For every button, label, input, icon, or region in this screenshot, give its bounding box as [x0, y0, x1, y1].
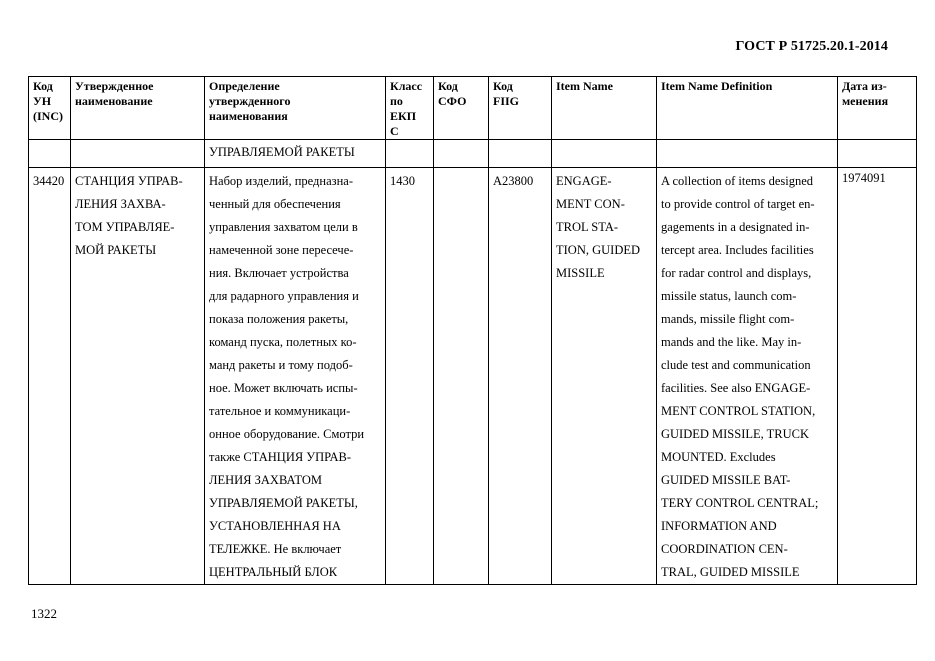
text-line: MENT CONTROL STATION,: [661, 404, 816, 418]
text-line: MISSILE: [556, 266, 605, 280]
item-name-definition-cell: [657, 168, 838, 585]
text-line: ЛЕНИЯ ЗАХВАТОМ: [209, 473, 323, 487]
cont-cell-empty: [434, 140, 489, 168]
text-line: также СТАНЦИЯ УПРАВ-: [209, 450, 352, 464]
text-line: missile status, launch com-: [661, 289, 797, 303]
page-number: 1322: [31, 606, 57, 621]
cont-cell-empty: [29, 140, 71, 168]
text-line: тательное и коммуникаци-: [209, 404, 351, 418]
text-line: ЛЕНИЯ ЗАХВА-: [75, 197, 166, 211]
text-line: for radar control and displays,: [661, 266, 812, 280]
column-header-ekps-class: Класс по ЕКП С: [386, 77, 434, 140]
text-line: Набор изделий, предназна-: [209, 174, 353, 188]
text-line: показа положения ракеты,: [209, 312, 349, 326]
text-line: СТАНЦИЯ УПРАВ-: [75, 174, 183, 188]
text-line: mands, missile flight com-: [661, 312, 795, 326]
text-line: facilities. See also ENGAGE-: [661, 381, 811, 395]
column-header-definition: Определение утвержденного наименования: [205, 77, 386, 140]
text-line: ное. Может включать испы-: [209, 381, 358, 395]
catalog-table: [28, 76, 917, 585]
standard-designation: ГОСТ Р 51725.20.1-2014: [735, 39, 888, 54]
text-line: ТОМ УПРАВЛЯЕ-: [75, 220, 175, 234]
continuation-row: [29, 140, 917, 168]
text-line: управления захватом цели в: [209, 220, 358, 234]
text-line: to provide control of target en-: [661, 197, 815, 211]
change-date-cell: 1974091: [838, 168, 917, 585]
text-line: ния. Включает устройства: [209, 266, 349, 280]
column-header-item-name-definition: Item Name Definition: [657, 77, 838, 140]
text-line: ТЕЛЕЖКЕ. Не включает: [209, 542, 342, 556]
column-header-inc: Код УН (INC): [29, 77, 71, 140]
text-line: TROL STA-: [556, 220, 619, 234]
text-line: МОЙ РАКЕТЫ: [75, 243, 157, 257]
text-line: TERY CONTROL CENTRAL;: [661, 496, 819, 510]
text-line: GUIDED MISSILE BAT-: [661, 473, 791, 487]
approved-name-cell: [71, 168, 205, 585]
text-line: намеченной зоне пересече-: [209, 243, 354, 257]
text-line: mands and the like. May in-: [661, 335, 802, 349]
column-header-change-date: Дата из- менения: [838, 77, 917, 140]
cont-cell-empty: [657, 140, 838, 168]
text-line: TION, GUIDED: [556, 243, 641, 257]
text-line: GUIDED MISSILE, TRUCK: [661, 427, 810, 441]
text-line: ENGAGE-: [556, 174, 612, 188]
item-name-cell: [552, 168, 657, 585]
text-line: ченный для обеспечения: [209, 197, 341, 211]
text-line: INFORMATION AND: [661, 519, 777, 533]
text-line: A collection of items designed: [661, 174, 814, 188]
table-header-row: [29, 77, 917, 140]
text-line: MOUNTED. Excludes: [661, 450, 776, 464]
cont-cell-empty: [838, 140, 917, 168]
cont-cell-empty: [489, 140, 552, 168]
text-line: для радарного управления и: [209, 289, 359, 303]
column-header-item-name: Item Name: [552, 77, 657, 140]
ekps-class-cell: 1430: [386, 168, 434, 585]
column-header-fiig-code: Код FIIG: [489, 77, 552, 140]
text-line: COORDINATION CEN-: [661, 542, 788, 556]
text-line: команд пуска, полетных ко-: [209, 335, 357, 349]
text-line: манд ракеты и тому подоб-: [209, 358, 353, 372]
table-row: [29, 168, 917, 585]
cont-cell-empty: [552, 140, 657, 168]
fiig-code-cell: A23800: [489, 168, 552, 585]
column-header-sfo-code: Код СФО: [434, 77, 489, 140]
text-line: онное оборудование. Смотри: [209, 427, 365, 441]
continuation-text: УПРАВЛЯЕМОЙ РАКЕТЫ: [205, 140, 386, 168]
text-line: ЦЕНТРАЛЬНЫЙ БЛОК: [209, 565, 338, 579]
sfo-code-cell: [434, 168, 489, 585]
text-line: УСТАНОВЛЕННАЯ НА: [209, 519, 341, 533]
cont-cell-empty: [386, 140, 434, 168]
cont-cell-empty: [71, 140, 205, 168]
text-line: clude test and communication: [661, 358, 811, 372]
column-header-approved-name: Утвержденное наименование: [71, 77, 205, 140]
text-line: УПРАВЛЯЕМОЙ РАКЕТЫ,: [209, 496, 358, 510]
text-line: TRAL, GUIDED MISSILE: [661, 565, 800, 579]
text-line: tercept area. Includes facilities: [661, 243, 814, 257]
inc-cell: 34420: [29, 168, 71, 585]
text-line: MENT CON-: [556, 197, 625, 211]
definition-cell: [205, 168, 386, 585]
text-line: gagements in a designated in-: [661, 220, 810, 234]
